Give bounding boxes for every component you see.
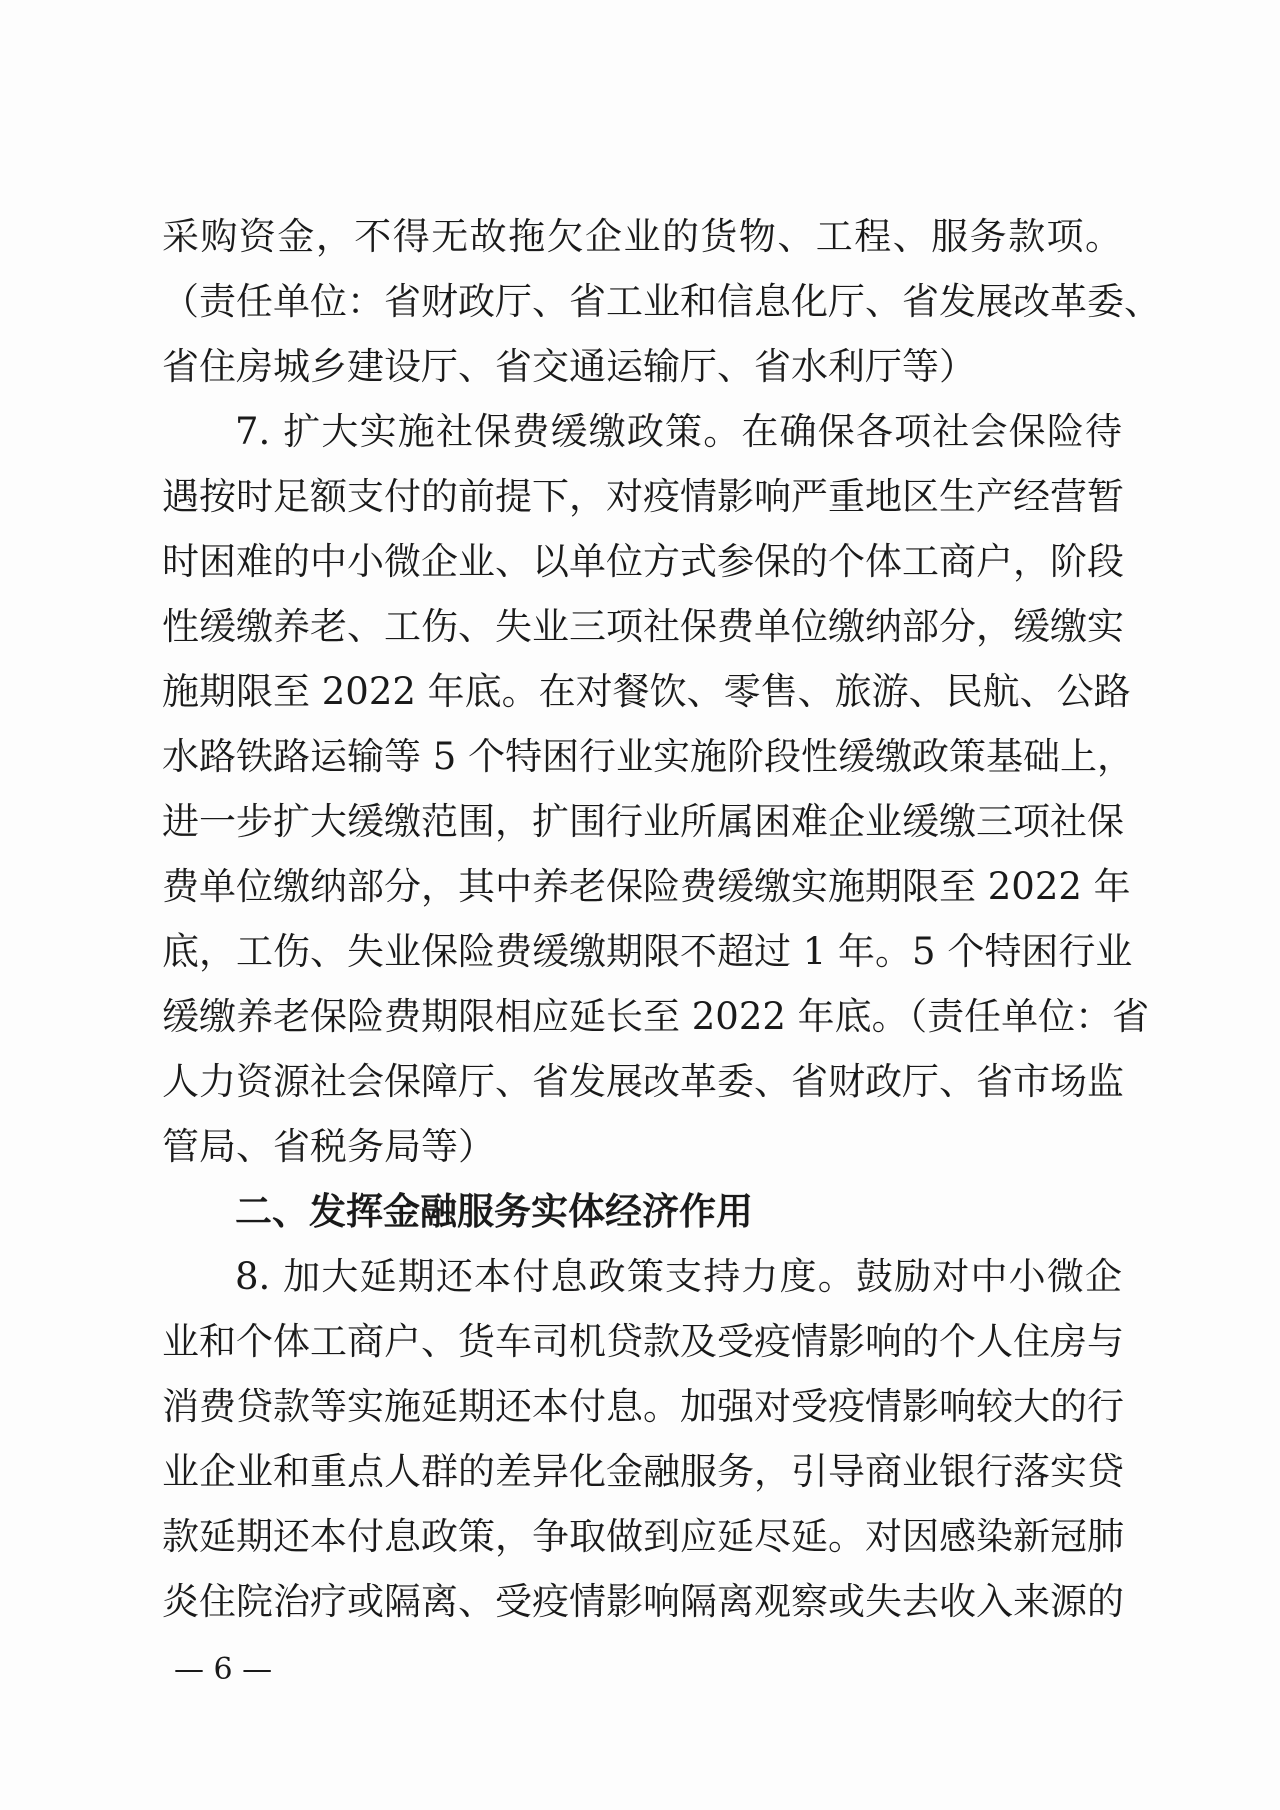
text-line-20: 业企业和重点人群的差异化金融服务，引导商业银行落实贷 [162,1450,1124,1493]
page-number: — 6 — [174,1652,273,1687]
section-heading: 二、发挥金融服务实体经济作用 [235,1190,753,1233]
text-line-5: 遇按时足额支付的前提下，对疫情影响严重地区生产经营暂 [162,475,1124,518]
text-line-21: 款延期还本付息政策，争取做到应延尽延。对因感染新冠肺 [162,1515,1124,1558]
text-line-18: 业和个体工商户、货车司机贷款及受疫情影响的个人住房与 [162,1320,1124,1363]
text-line-17: 8. 加大延期还本付息政策支持力度。鼓励对中小微企 [235,1255,1122,1298]
text-line-22: 炎住院治疗或隔离、受疫情影响隔离观察或失去收入来源的 [162,1580,1124,1623]
text-line-10: 进一步扩大缓缴范围，扩围行业所属困难企业缓缴三项社保 [162,800,1124,843]
text-line-7: 性缓缴养老、工伤、失业三项社保费单位缴纳部分，缓缴实 [162,605,1124,648]
text-line-9: 水路铁路运输等 5 个特困行业实施阶段性缓缴政策基础上， [162,735,1135,778]
text-line-19: 消费贷款等实施延期还本付息。加强对受疫情影响较大的行 [162,1385,1124,1428]
text-line-2: （责任单位：省财政厅、省工业和信息化厅、省发展改革委、 [162,280,1161,323]
text-line-12: 底，工伤、失业保险费缓缴期限不超过 1 年。5 个特困行业 [162,930,1133,973]
text-line-13: 缓缴养老保险费期限相应延长至 2022 年底。（责任单位：省 [162,995,1150,1038]
text-line-4: 7. 扩大实施社保费缓缴政策。在确保各项社会保险待 [235,410,1122,453]
text-line-14: 人力资源社会保障厅、省发展改革委、省财政厅、省市场监 [162,1060,1124,1103]
text-line-11: 费单位缴纳部分，其中养老保险费缓缴实施期限至 2022 年 [162,865,1131,908]
text-line-15: 管局、省税务局等） [162,1125,495,1168]
text-line-6: 时困难的中小微企业、以单位方式参保的个体工商户，阶段 [162,540,1124,583]
text-line-8: 施期限至 2022 年底。在对餐饮、零售、旅游、民航、公路 [162,670,1131,713]
text-line-3: 省住房城乡建设厅、省交通运输厅、省水利厅等） [162,345,976,388]
text-line-1: 采购资金，不得无故拖欠企业的货物、工程、服务款项。 [162,215,1122,258]
